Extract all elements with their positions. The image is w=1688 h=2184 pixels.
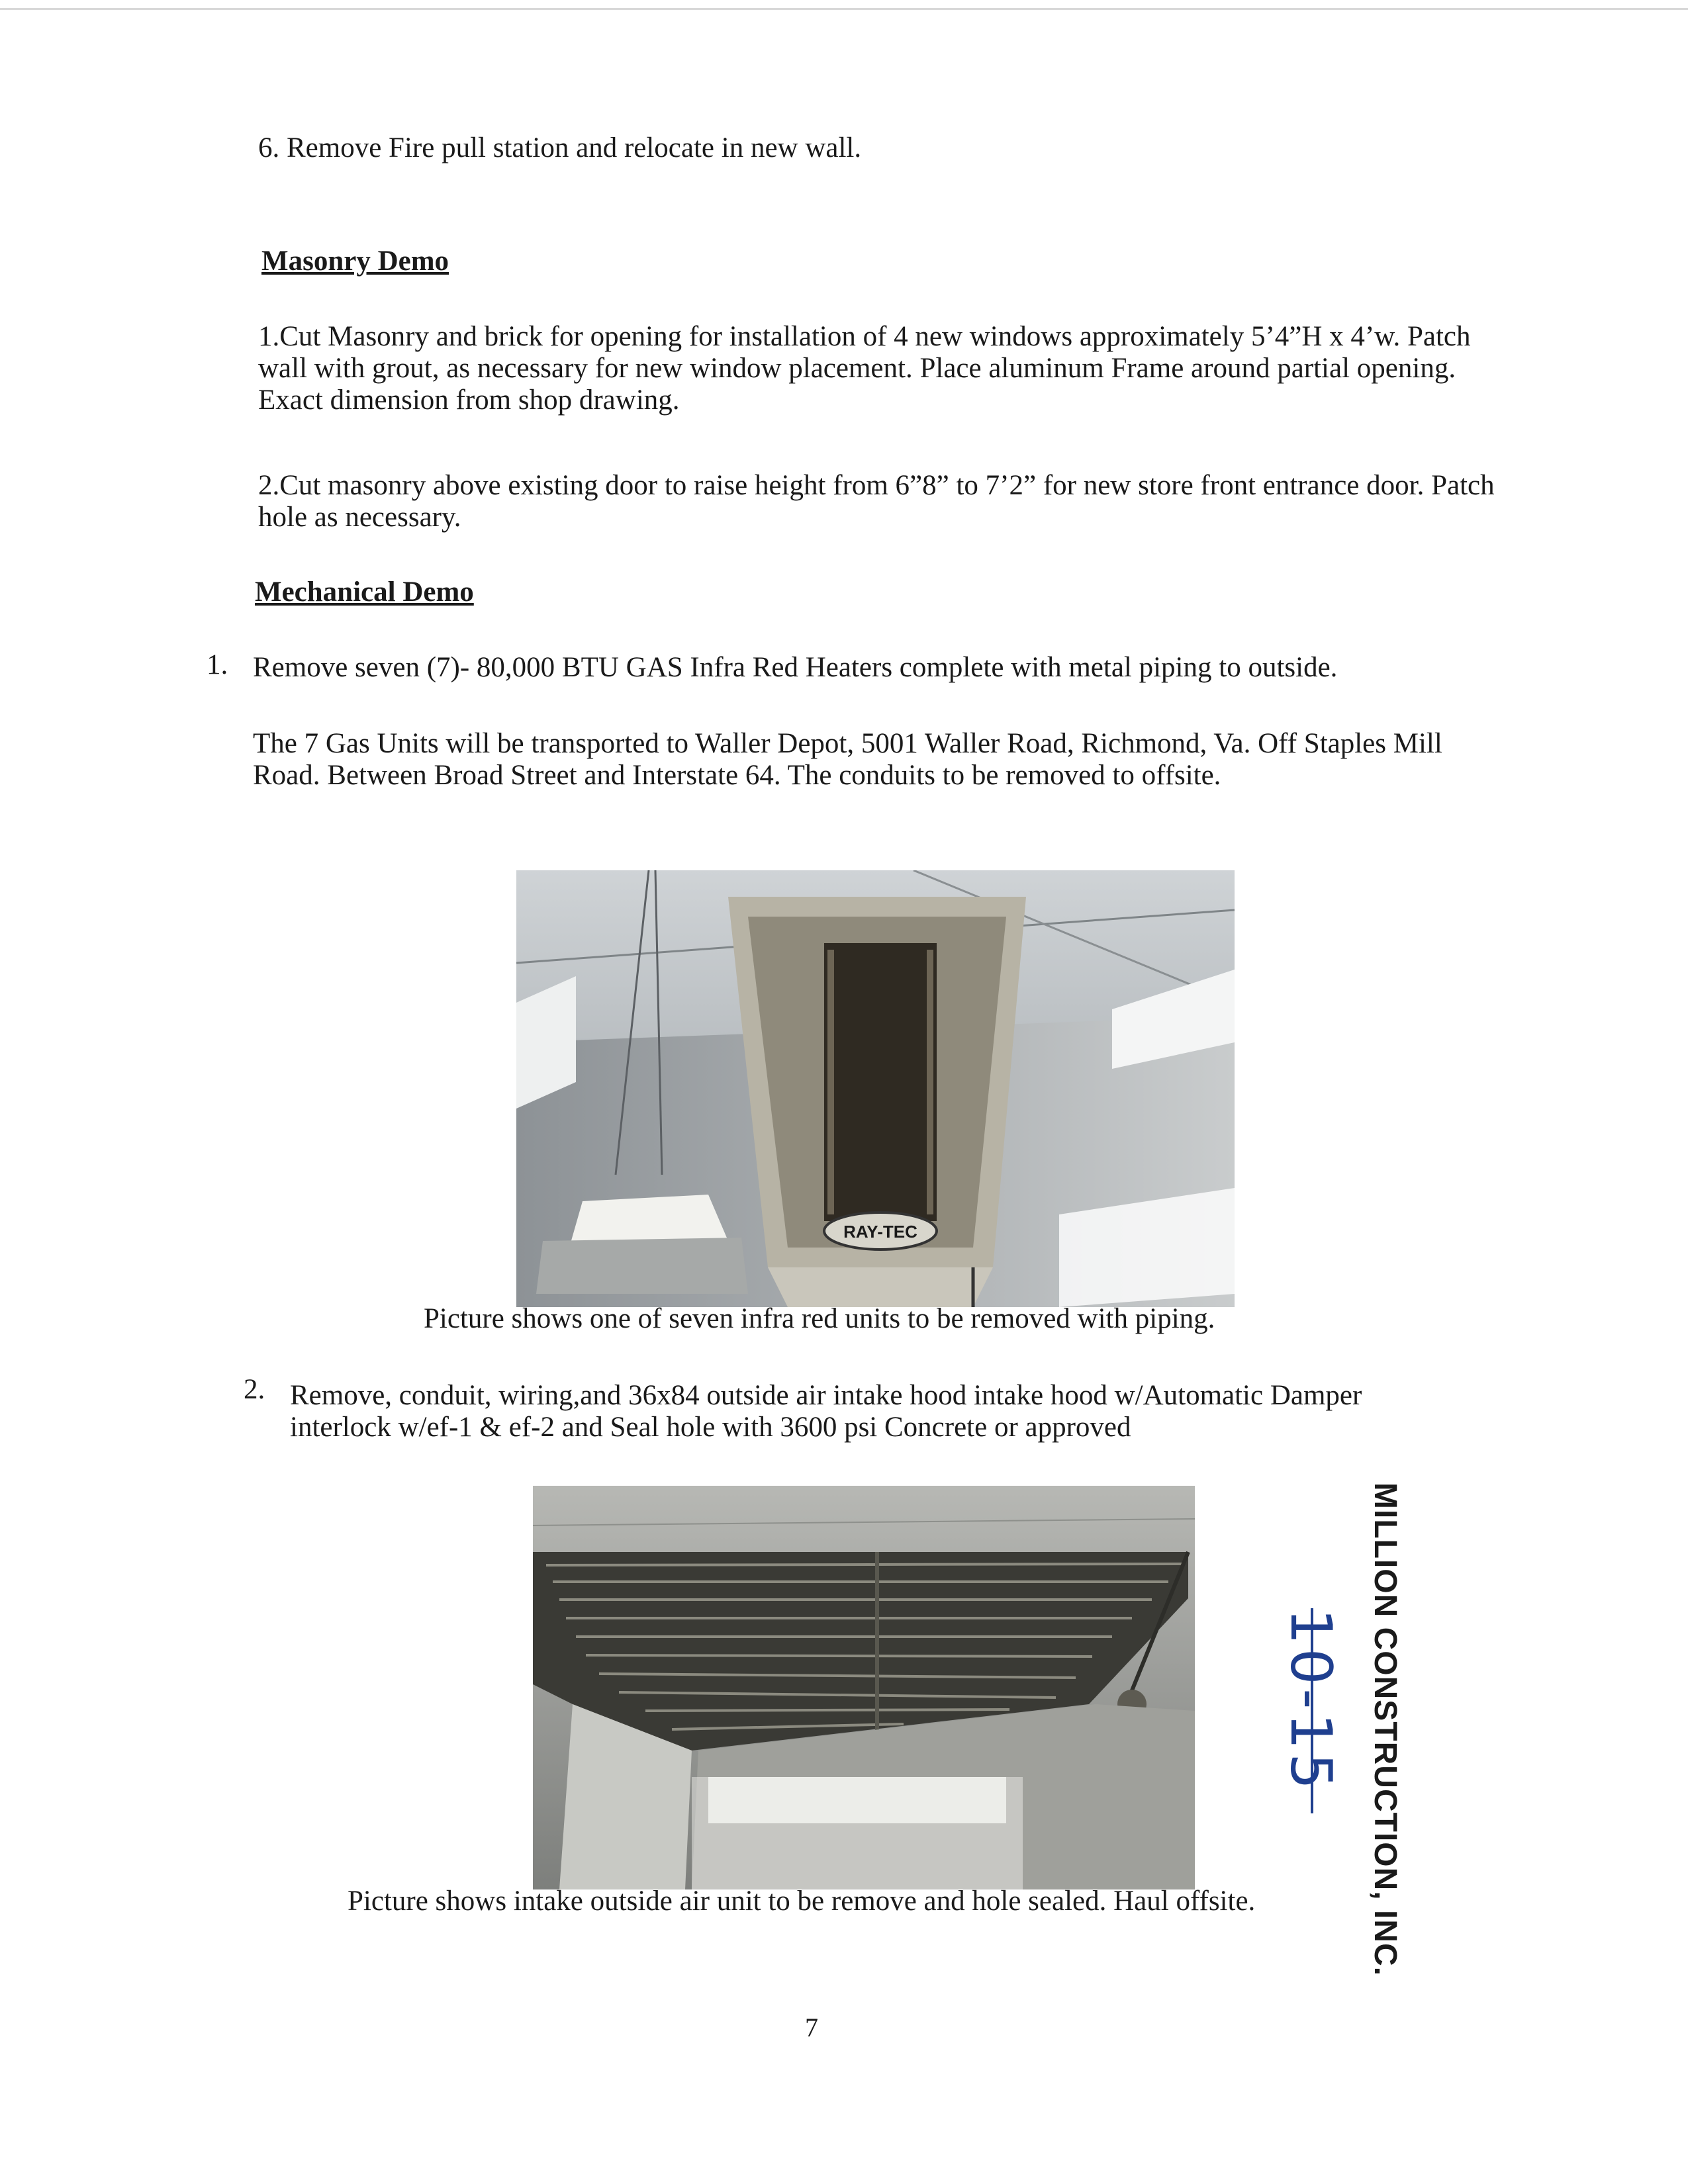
scan-edge xyxy=(0,8,1688,10)
masonry-paragraph-1: 1.Cut Masonry and brick for opening for installation of 4 new windows approximately 5’4”H x 4’w. Patch wall with grout, as necessary for new window placement. Place aluminum Frame around partial opening. Exact dimension from shop drawing. xyxy=(258,321,1471,416)
heater-photo xyxy=(516,870,1235,1307)
mech-item-2: Remove, conduit, wiring,and 36x84 outside air intake hood intake hood w/Automatic Damper interlock w/ef-1 & ef-2 and Seal hole with 3600 psi Concrete or approved xyxy=(290,1380,1362,1443)
page-number: 7 xyxy=(805,2013,818,2042)
company-stamp: MILLION CONSTRUCTION, INC. xyxy=(1368,1482,1403,1976)
mech-item-1-note: The 7 Gas Units will be transported to Waller Depot, 5001 Waller Road, Richmond, Va. Off Staples Mill Road. Between Broad Street and Interstate 64. The conduits to be removed to offsite. xyxy=(253,728,1442,791)
mech-item-2-number: 2. xyxy=(244,1374,265,1405)
mech-item-1: Remove seven (7)- 80,000 BTU GAS Infra Red Heaters complete with metal piping to outside. xyxy=(253,652,1338,683)
mech-item-1-number: 1. xyxy=(207,649,228,680)
air-intake-photo xyxy=(533,1486,1195,1889)
heater-photo-caption: Picture shows one of seven infra red units to be removed with piping. xyxy=(424,1303,1215,1334)
item-6: 6. Remove Fire pull station and relocate in new wall. xyxy=(258,132,862,163)
mechanical-heading: Mechanical Demo xyxy=(255,576,474,608)
masonry-paragraph-2: 2.Cut masonry above existing door to raise height from 6”8” to 7’2” for new store front entrance door. Patch hole as necessary. xyxy=(258,470,1495,533)
masonry-heading: Masonry Demo xyxy=(261,246,449,277)
air-intake-photo-caption: Picture shows intake outside air unit to be remove and hole sealed. Haul offsite. xyxy=(348,1886,1256,1917)
handwritten-note: 10-15 xyxy=(1278,1608,1344,1794)
ray-tec-logo: RAY-TEC xyxy=(843,1222,917,1242)
